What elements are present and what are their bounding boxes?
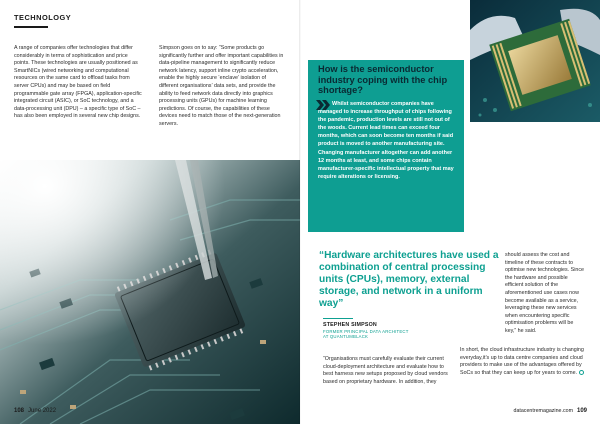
body-column-right xyxy=(505,252,585,336)
body-paragraph: should assess the cost and timeline of these contracts to optimise new technologies. Since the hardware and possible efficient solution of the aforementioned use cases now become available as a service, leveraging these new services when encountering specific optimisation problems will be key,” he said. xyxy=(505,252,585,334)
boxout-body: Whilst semiconductor companies have managed to increase throughput of chips following the pandemic, production levels are still not out of the woods. Current lead times can exceed four months, which can soon become ten months if said product is moved to another manufacturing site. Changing manufacturer altogether can add another 12 months at least, and some chips contain manufacturer-specific intellectual property that may require alterations or licensing. xyxy=(318,101,454,180)
body-paragraph: A range of companies offer technologies that differ considerably in terms of sophistication and price points. These technologies are usually positioned as SmartNICs (wired networking and computational resources on the same card to offload tasks from server CPUs) and may be based on field programmable gate array (FPGA), application-specific integrated circuit (ASIC), or SoC technology, and a data-processing unit (DPU) – a specific type of SoC – has also been employed in several new chip designs. xyxy=(14,45,142,120)
section-label: TECHNOLOGY xyxy=(14,13,72,22)
folio-right xyxy=(514,408,588,414)
role-line: AT QUANTUMBLACK xyxy=(323,334,369,340)
website-url: datacentremagazine.com xyxy=(513,408,573,414)
pull-quote: “Hardware architectures have used a combination of central processing units (CPUs), memory, external storage, and network in a uniform way” xyxy=(319,250,499,309)
page-number-left: 108 xyxy=(14,408,25,414)
end-of-article-icon xyxy=(579,370,584,375)
page-number-right: 109 xyxy=(576,408,587,414)
body-paragraph: “Organisations must carefully evaluate their current cloud-deployment architecture and evaluate how to best harness new setups proposed by cloud vendors based on proprietary hardware. In addition, they xyxy=(323,356,448,385)
quote-attribution-name: STEPHEN SIMPSON xyxy=(323,322,377,328)
role-line: FORMER PRINCIPAL DATA ARCHITECT xyxy=(323,329,409,334)
body-paragraph xyxy=(460,347,586,377)
cpu-in-hand-photo xyxy=(470,0,600,122)
circuit-board-image xyxy=(0,160,300,424)
cpu-image xyxy=(470,0,600,122)
boxout-title: How is the semiconductor industry coping with the chip shortage? xyxy=(318,64,448,95)
body-column-3 xyxy=(323,356,451,386)
issue-date: June 2022 xyxy=(28,408,57,414)
page-gutter xyxy=(299,0,301,424)
quote-rule xyxy=(323,318,353,319)
section-rule xyxy=(14,26,48,28)
body-column-4 xyxy=(460,347,586,377)
quote-attribution-role xyxy=(323,329,433,340)
body-column-2 xyxy=(159,45,284,129)
closing-paragraph-text: In short, the cloud infrastructure industry is changing everyday,it’s up to data centre companies and cloud providers to make use of the advantages offered by SoCs so that they can keep up for years to come. xyxy=(460,347,584,376)
folio-left xyxy=(14,408,56,414)
body-paragraph: Simpson goes on to say: “Some products go significantly further and offer important capabilities in data-pipeline management to significantly reduce network latency, support inline crypto acceleration, enable the highly secure ‘enclave’ isolation of different organisations’ data sets, and provide the ability to feed network data directly into graphics processing units (GPUs) for machine learning predictions. Of course, the capabilities of these devices need to match those of the next-generation servers. xyxy=(159,45,284,127)
body-column-1 xyxy=(14,45,142,121)
circuit-board-photo xyxy=(0,160,300,424)
